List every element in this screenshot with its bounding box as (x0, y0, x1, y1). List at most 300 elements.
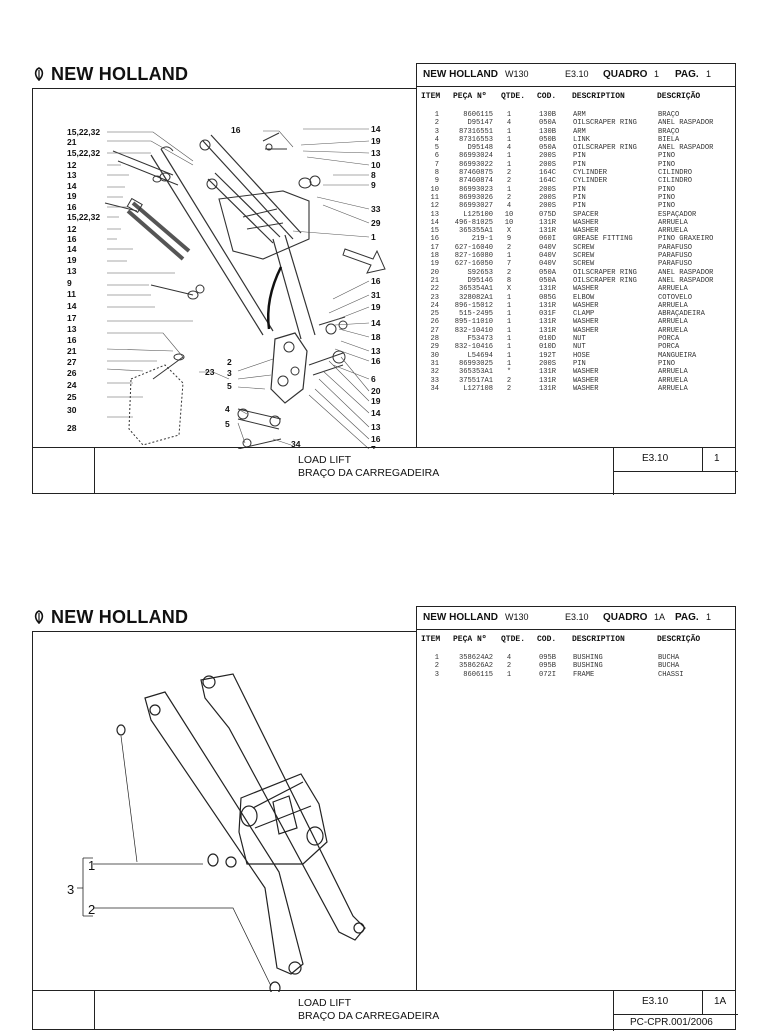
table-row (417, 285, 735, 293)
row-item: 14 (430, 218, 439, 227)
brand-logo: NEW HOLLAND (32, 604, 188, 630)
callout-label: 5 (225, 419, 230, 429)
callout-label: 8 (371, 170, 376, 180)
callout-label: 9 (67, 278, 72, 288)
row-quantity: 2 (506, 169, 512, 178)
header-brand: NEW HOLLAND (423, 612, 498, 623)
callout-label: 27 (67, 357, 77, 367)
parts-table (416, 606, 736, 991)
row-code: 131R (538, 285, 556, 294)
row-part-number: 219-1 (471, 235, 493, 244)
table-row (417, 343, 735, 351)
header-model: W130 (505, 69, 529, 79)
table-row (417, 318, 735, 326)
title-pt: BRAÇO DA CARREGADEIRA (298, 467, 440, 479)
row-quantity: 8 (506, 276, 512, 285)
row-description: SCREW (573, 260, 595, 269)
row-quantity: 1 (506, 252, 512, 261)
col-descricao: DESCRIÇÃO (657, 92, 701, 101)
callout-label: 16 (67, 335, 77, 345)
row-item: 26 (430, 318, 439, 327)
row-description: PIN (573, 160, 586, 169)
row-item: 23 (430, 293, 439, 302)
table-row (417, 211, 735, 219)
row-item: 17 (430, 243, 439, 252)
col-qtde: QTDE. (501, 635, 526, 644)
row-quantity: 1 (506, 310, 512, 319)
lift-arm-exploded-diagram (33, 89, 418, 449)
row-code: 040V (538, 243, 556, 252)
row-code: 095B (538, 662, 556, 671)
row-description: LINK (573, 135, 591, 144)
callout-label: 19 (67, 191, 77, 201)
row-descricao: PARAFUSO (658, 243, 693, 252)
row-description: WASHER (573, 285, 599, 294)
drawing-title (298, 454, 439, 480)
row-code: 192T (538, 351, 556, 360)
row-quantity: 1 (506, 326, 512, 335)
row-description: WASHER (573, 326, 599, 335)
row-quantity: 4 (506, 202, 512, 211)
row-quantity: 1 (506, 293, 512, 302)
row-descricao: PORCA (658, 335, 680, 344)
table-header (417, 607, 735, 630)
table-row (417, 662, 735, 670)
table-row (417, 654, 735, 662)
row-code: 050A (538, 276, 556, 285)
row-item: 28 (430, 335, 439, 344)
table-row (417, 161, 735, 169)
row-part-number: 328082A1 (458, 293, 493, 302)
row-part-number: 895-11010 (454, 318, 493, 327)
row-part-number: 87460875 (458, 169, 493, 178)
row-quantity: 1 (506, 318, 512, 327)
row-part-number: 827-16080 (454, 252, 493, 261)
row-part-number: 86993026 (458, 193, 493, 202)
header-pag-label: PAG. (675, 612, 699, 623)
row-code: 050A (538, 119, 556, 128)
row-descricao: BRAÇO (658, 111, 680, 119)
header-group: E3.10 (565, 612, 589, 622)
callout-label: 19 (371, 302, 381, 312)
callout-label: 13 (371, 346, 381, 356)
row-description: SCREW (573, 252, 595, 261)
callout-label: 13 (67, 170, 77, 180)
col-description: DESCRIPTION (572, 92, 625, 101)
row-quantity: 2 (506, 376, 512, 385)
callout-label: 21 (67, 346, 77, 356)
row-description: FRAME (573, 670, 595, 679)
row-code: 075D (538, 210, 556, 219)
row-descricao: ARRUELA (658, 227, 688, 236)
callout-label: 1 (371, 232, 376, 242)
col-descricao: DESCRIÇÃO (657, 635, 701, 644)
callout-label: 15,22,32 (67, 148, 101, 158)
row-descricao: ANEL RASPADOR (658, 268, 714, 277)
row-description: OILSCRAPER RING (573, 144, 637, 153)
row-item: 34 (430, 384, 439, 393)
callout-label: 15,22,32 (67, 127, 101, 137)
row-part-number: 358626A2 (458, 662, 493, 671)
row-descricao: BUCHA (658, 654, 680, 662)
row-descricao: CILINDRO (658, 169, 693, 178)
row-part-number: L125100 (463, 210, 493, 219)
callout-label: 14 (67, 181, 77, 191)
table-row (417, 186, 735, 194)
row-part-number: 87316553 (458, 135, 493, 144)
divider (94, 991, 95, 1029)
row-quantity: 1 (506, 301, 512, 310)
frame-drawing (32, 631, 417, 991)
row-item: 9 (434, 177, 439, 186)
callout-label: 14 (371, 124, 381, 134)
row-description: GREASE FITTING (573, 235, 633, 244)
code-cell (613, 471, 738, 495)
row-description: NUT (573, 335, 586, 344)
divider (94, 448, 95, 493)
row-description: ARM (573, 111, 586, 119)
callout-label: 6 (371, 374, 376, 384)
callout-label: 16 (67, 202, 77, 212)
table-row (417, 368, 735, 376)
row-item: 18 (430, 252, 439, 261)
callout-label: 13 (371, 422, 381, 432)
row-part-number: 86993025 (458, 359, 493, 368)
page-ref: 1 (714, 453, 720, 464)
row-code: 060I (538, 235, 556, 244)
header-pag: 1 (706, 612, 712, 622)
row-description: WASHER (573, 384, 599, 393)
callout-label: 5 (227, 381, 232, 391)
callout-label: 3 (227, 368, 232, 378)
row-code: 130B (538, 127, 556, 136)
callout-label: 2 (227, 357, 232, 367)
table-row (417, 202, 735, 210)
row-code: 131R (538, 326, 556, 335)
row-descricao: ARRUELA (658, 318, 688, 327)
table-row (417, 269, 735, 277)
row-item: 32 (430, 368, 439, 377)
parts-rows (417, 654, 735, 679)
row-part-number: D95146 (467, 276, 493, 285)
table-row (417, 277, 735, 285)
brand-logo: NEW HOLLAND (32, 61, 188, 87)
row-description: WASHER (573, 218, 599, 227)
row-item: 6 (434, 152, 439, 161)
row-item: 30 (430, 351, 439, 360)
callout-label: 19 (371, 136, 381, 146)
row-code: 095B (538, 654, 556, 662)
callout-label: 16 (67, 234, 77, 244)
callout-label: 12 (67, 160, 77, 170)
row-description: BUSHING (573, 654, 603, 662)
row-descricao: ARRUELA (658, 285, 688, 294)
callout-label: 34 (291, 439, 301, 449)
callout-label: 23 (205, 367, 215, 377)
document-code: PC-CPR.001/2006 (630, 1017, 713, 1028)
row-code: 040V (538, 252, 556, 261)
row-descricao: PINO (658, 202, 676, 211)
table-row (417, 310, 735, 318)
row-code: 072I (538, 670, 556, 679)
col-item: ITEM (421, 92, 441, 101)
parts-table (416, 63, 736, 448)
group-ref: E3.10 (642, 996, 669, 1007)
callout-label: 17 (67, 313, 77, 323)
row-item: 22 (430, 285, 439, 294)
callout-label: 14 (371, 318, 381, 328)
row-code: 010D (538, 343, 556, 352)
row-descricao: ARRUELA (658, 376, 688, 385)
row-code: 050A (538, 268, 556, 277)
row-item: 27 (430, 326, 439, 335)
callout-label: 11 (67, 289, 76, 299)
row-item: 12 (430, 202, 439, 211)
row-description: WASHER (573, 301, 599, 310)
row-item: 16 (430, 235, 439, 244)
row-description: WASHER (573, 376, 599, 385)
callout-label: 16 (371, 276, 381, 286)
header-pag: 1 (706, 69, 712, 79)
callout-label: 13 (67, 266, 77, 276)
callout-label: 15,22,32 (67, 212, 101, 222)
col-peca: PEÇA Nº (453, 92, 487, 101)
row-description: PIN (573, 202, 586, 211)
table-row (417, 360, 735, 368)
row-description: SCREW (573, 243, 595, 252)
table-row (417, 235, 735, 243)
row-quantity: 9 (506, 235, 512, 244)
row-descricao: PINO (658, 359, 676, 368)
row-item: 15 (430, 227, 439, 236)
callout-label: 10 (371, 160, 381, 170)
row-descricao: PARAFUSO (658, 260, 693, 269)
row-code: 050A (538, 144, 556, 153)
group-ref: E3.10 (642, 453, 669, 464)
row-quantity: 4 (506, 119, 512, 128)
row-part-number: F53473 (467, 335, 493, 344)
row-part-number: 86993027 (458, 202, 493, 211)
col-cod: COD. (537, 92, 557, 101)
row-part-number: 87316551 (458, 127, 493, 136)
row-description: HOSE (573, 351, 591, 360)
loader-frame-diagram (33, 632, 418, 992)
row-item: 1 (434, 654, 439, 662)
row-description: SPACER (573, 210, 599, 219)
reference-cell (613, 991, 738, 1015)
row-part-number: 358624A2 (458, 654, 493, 662)
row-item: 2 (434, 119, 439, 128)
callout-label: 13 (371, 148, 381, 158)
row-part-number: 86993022 (458, 160, 493, 169)
row-item: 4 (434, 135, 439, 144)
row-quantity: 1 (506, 670, 512, 679)
col-item: ITEM (421, 635, 441, 644)
row-part-number: D95148 (467, 144, 493, 153)
row-part-number: L54694 (467, 351, 493, 360)
row-part-number: 627-16040 (454, 243, 493, 252)
row-descricao: ARRUELA (658, 368, 688, 377)
row-description: PIN (573, 193, 586, 202)
row-quantity: 2 (506, 193, 512, 202)
title-en: LOAD LIFT (298, 997, 352, 1009)
row-part-number: 8606115 (463, 111, 493, 119)
callout-label: 9 (371, 180, 376, 190)
row-item: 24 (430, 301, 439, 310)
title-pt: BRAÇO DA CARREGADEIRA (298, 1010, 440, 1022)
table-row (417, 177, 735, 185)
table-row (417, 671, 735, 679)
row-description: ARM (573, 127, 586, 136)
header-quadro-label: QUADRO (603, 69, 648, 80)
row-item: 33 (430, 376, 439, 385)
callout-label: 19 (371, 396, 381, 406)
row-quantity: 1 (506, 135, 512, 144)
row-description: CYLINDER (573, 169, 608, 178)
callout-label: 20 (371, 386, 381, 396)
row-quantity: 1 (506, 359, 512, 368)
row-descricao: BIELA (658, 135, 680, 144)
row-item: 13 (430, 210, 439, 219)
row-part-number: S92653 (467, 268, 493, 277)
row-quantity: 4 (506, 654, 512, 662)
row-descricao: ARRUELA (658, 326, 688, 335)
row-quantity: 2 (506, 662, 512, 671)
row-part-number: L127108 (463, 384, 493, 393)
row-code: 200S (538, 359, 556, 368)
row-item: 29 (430, 343, 439, 352)
row-part-number: 365355A1 (458, 227, 493, 236)
callout-label: 31 (371, 290, 381, 300)
row-quantity: X (506, 227, 512, 236)
row-quantity: * (506, 368, 512, 377)
row-code: 164C (538, 177, 556, 186)
row-part-number: 832-10410 (454, 326, 493, 335)
col-cod: COD. (537, 635, 557, 644)
row-item: 19 (430, 260, 439, 269)
row-descricao: PORCA (658, 343, 680, 352)
callout-label: 13 (67, 324, 77, 334)
callout-label: 18 (371, 332, 381, 342)
row-description: NUT (573, 343, 586, 352)
row-description: WASHER (573, 227, 599, 236)
table-row (417, 302, 735, 310)
row-descricao: PARAFUSO (658, 252, 693, 261)
callout-label: 29 (371, 218, 381, 228)
row-quantity: 1 (506, 152, 512, 161)
row-descricao: PINO (658, 193, 676, 202)
row-part-number: 365353A1 (458, 368, 493, 377)
row-description: WASHER (573, 318, 599, 327)
row-description: OILSCRAPER RING (573, 268, 637, 277)
header-brand: NEW HOLLAND (423, 69, 498, 80)
header-group: E3.10 (565, 69, 589, 79)
catalog-sheet-2 (32, 606, 736, 1028)
row-item: 21 (430, 276, 439, 285)
callout-label: 33 (371, 204, 381, 214)
leaf-icon (32, 610, 46, 624)
divider (702, 448, 703, 471)
row-item: 5 (434, 144, 439, 153)
row-code: 040V (538, 260, 556, 269)
row-part-number: 86993024 (458, 152, 493, 161)
callout-label: 14 (67, 244, 77, 254)
row-descricao: COTOVELO (658, 293, 693, 302)
divider (702, 991, 703, 1014)
parts-rows (417, 111, 735, 393)
row-description: PIN (573, 359, 586, 368)
table-row (417, 385, 735, 393)
callout-label: 16 (371, 434, 381, 444)
row-quantity: X (506, 285, 512, 294)
row-part-number: 365354A1 (458, 285, 493, 294)
row-part-number: 86993023 (458, 185, 493, 194)
callout-label: 19 (67, 255, 77, 265)
callout-label: 7 (371, 444, 376, 449)
row-descricao: MANGUEIRA (658, 351, 697, 360)
header-pag-label: PAG. (675, 69, 699, 80)
callout-label: 25 (67, 392, 77, 402)
page-ref: 1A (714, 996, 727, 1007)
row-description: WASHER (573, 368, 599, 377)
table-row (417, 327, 735, 335)
row-description: PIN (573, 152, 586, 161)
callout-label: 4 (225, 404, 230, 414)
header-quadro: 1A (654, 612, 666, 622)
row-code: 131R (538, 227, 556, 236)
row-quantity: 1 (506, 343, 512, 352)
row-description: CYLINDER (573, 177, 608, 186)
row-description: OILSCRAPER RING (573, 276, 637, 285)
row-part-number: 8606115 (463, 670, 493, 679)
row-description: ELBOW (573, 293, 595, 302)
table-row (417, 119, 735, 127)
row-quantity: 1 (506, 185, 512, 194)
row-descricao: PINO (658, 152, 676, 161)
row-descricao: ABRAÇADEIRA (658, 310, 705, 319)
header-quadro-label: QUADRO (603, 612, 648, 623)
row-descricao: ANEL RASPADOR (658, 276, 714, 285)
row-item: 7 (434, 160, 439, 169)
col-qtde: QTDE. (501, 92, 526, 101)
row-part-number: 627-16050 (454, 260, 493, 269)
table-row (417, 144, 735, 152)
row-code: 200S (538, 202, 556, 211)
callout-label: 14 (67, 301, 77, 311)
row-code: 050B (538, 135, 556, 144)
table-row (417, 294, 735, 302)
row-quantity: 1 (506, 335, 512, 344)
callout-label: 28 (67, 423, 77, 433)
row-quantity: 2 (506, 243, 512, 252)
table-row (417, 227, 735, 235)
row-quantity: 1 (506, 111, 512, 119)
row-quantity: 1 (506, 351, 512, 360)
table-row (417, 377, 735, 385)
row-part-number: 896-15012 (454, 301, 493, 310)
table-row (417, 260, 735, 268)
row-descricao: ARRUELA (658, 218, 688, 227)
row-description: OILSCRAPER RING (573, 119, 637, 128)
row-item: 2 (434, 662, 439, 671)
title-en: LOAD LIFT (298, 454, 352, 466)
reference-cell (613, 448, 738, 472)
row-item: 3 (434, 670, 439, 679)
row-descricao: ESPAÇADOR (658, 210, 697, 219)
row-part-number: D95147 (467, 119, 493, 128)
row-description: CLAMP (573, 310, 595, 319)
table-row (417, 128, 735, 136)
